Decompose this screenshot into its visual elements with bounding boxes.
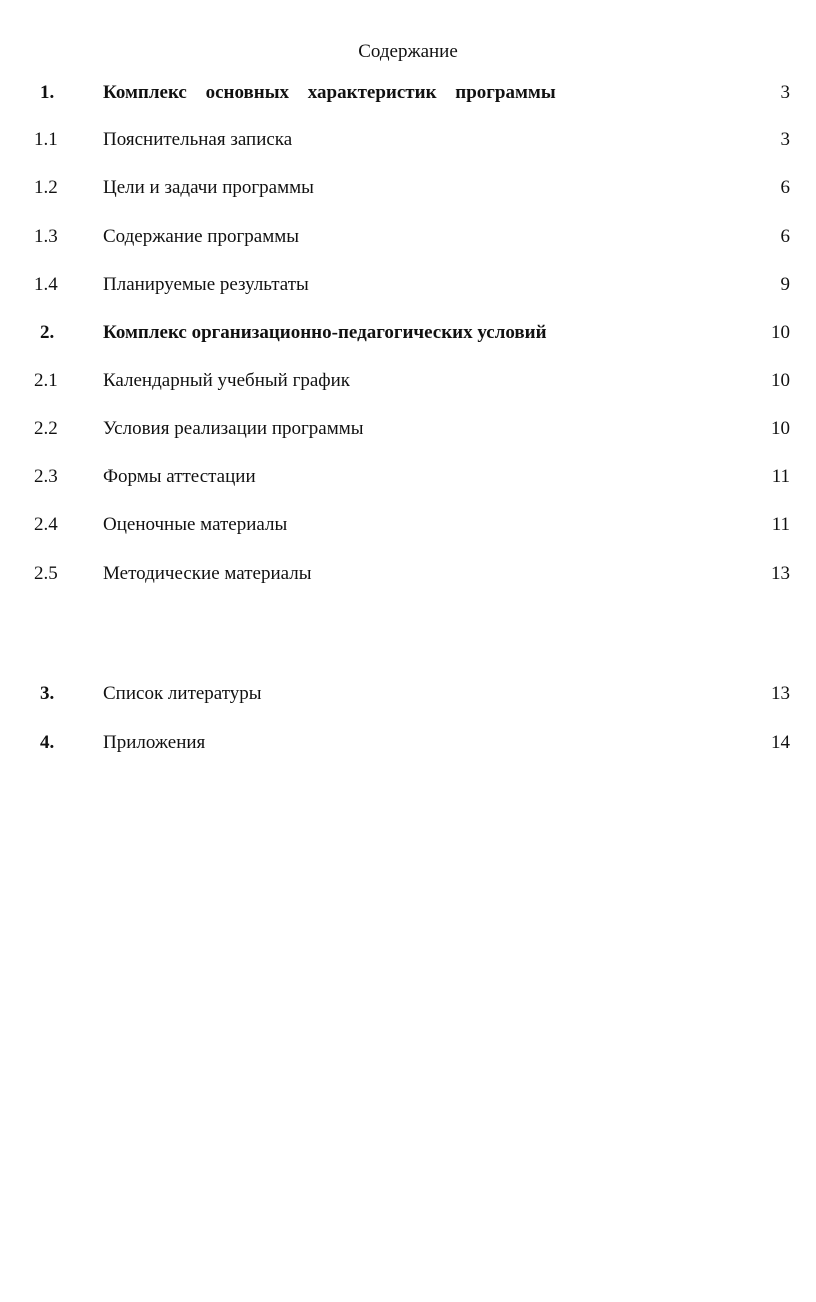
toc-entry-page: 3: [780, 82, 790, 103]
toc-entry-number: 2.4: [34, 514, 58, 535]
toc-entry-number: 4.: [40, 732, 55, 753]
toc-entry-page: 14: [771, 732, 790, 753]
toc-entry-label: Комплекс организационно-педагогических условий: [103, 322, 547, 343]
toc-entry-number: 2.5: [34, 563, 58, 584]
toc-entry-page: 9: [780, 274, 790, 295]
toc-entry-label: Условия реализации программы: [103, 418, 364, 439]
toc-entry-number: 1.2: [34, 177, 58, 198]
toc-entry-label: Содержание программы: [103, 226, 300, 247]
toc-entry-page: 6: [780, 177, 790, 198]
toc-entry-label: Календарный учебный график: [103, 370, 350, 391]
toc-entry-page: 10: [771, 418, 790, 439]
toc-entry-label: Пояснительная записка: [103, 129, 293, 150]
toc-entry-number: 2.3: [34, 466, 58, 487]
toc-entry: [0, 272, 816, 298]
toc-entry: [0, 416, 816, 442]
toc-entry: [0, 175, 816, 201]
toc-entry: [0, 368, 816, 394]
toc-entry: [0, 80, 816, 106]
toc-entry-number: 2.1: [34, 370, 58, 391]
toc-entry-label: Комплекс основных характеристик программы: [103, 82, 556, 103]
toc-entry-label: Оценочные материалы: [103, 514, 288, 535]
toc-entry-page: 10: [771, 370, 790, 391]
toc-entry: [0, 127, 816, 153]
toc-entry: [0, 320, 816, 346]
toc-entry-number: 1.4: [34, 274, 58, 295]
toc-title: Содержание: [358, 41, 458, 62]
toc-entry: [0, 224, 816, 250]
toc-entry: [0, 512, 816, 538]
toc-entry-label: Цели и задачи программы: [103, 177, 314, 198]
toc-entry-label: Формы аттестации: [103, 466, 256, 487]
toc-entry-number: 3.: [40, 683, 55, 704]
toc-entry-page: 10: [771, 322, 790, 343]
toc-entry-page: 11: [771, 466, 790, 487]
toc-entry-label: Приложения: [103, 732, 206, 753]
toc-entry-number: 2.2: [34, 418, 58, 439]
toc-entry-page: 6: [780, 226, 790, 247]
toc-entry: [0, 464, 816, 490]
toc-entry-number: 1.3: [34, 226, 58, 247]
toc-entry-page: 3: [780, 129, 790, 150]
toc-entry-page: 13: [771, 683, 790, 704]
toc-entry: [0, 561, 816, 587]
toc-entry-page: 13: [771, 563, 790, 584]
toc-entry-number: 2.: [40, 322, 55, 343]
toc-entry-label: Методические материалы: [103, 563, 312, 584]
toc-entry-number: 1.1: [34, 129, 58, 150]
toc-entry-label: Планируемые результаты: [103, 274, 309, 295]
toc-entry-page: 11: [771, 514, 790, 535]
toc-entry-number: 1.: [40, 82, 55, 103]
toc-entry: [0, 681, 816, 707]
toc-entry-label: Список литературы: [103, 683, 262, 704]
toc-entry: [0, 730, 816, 756]
